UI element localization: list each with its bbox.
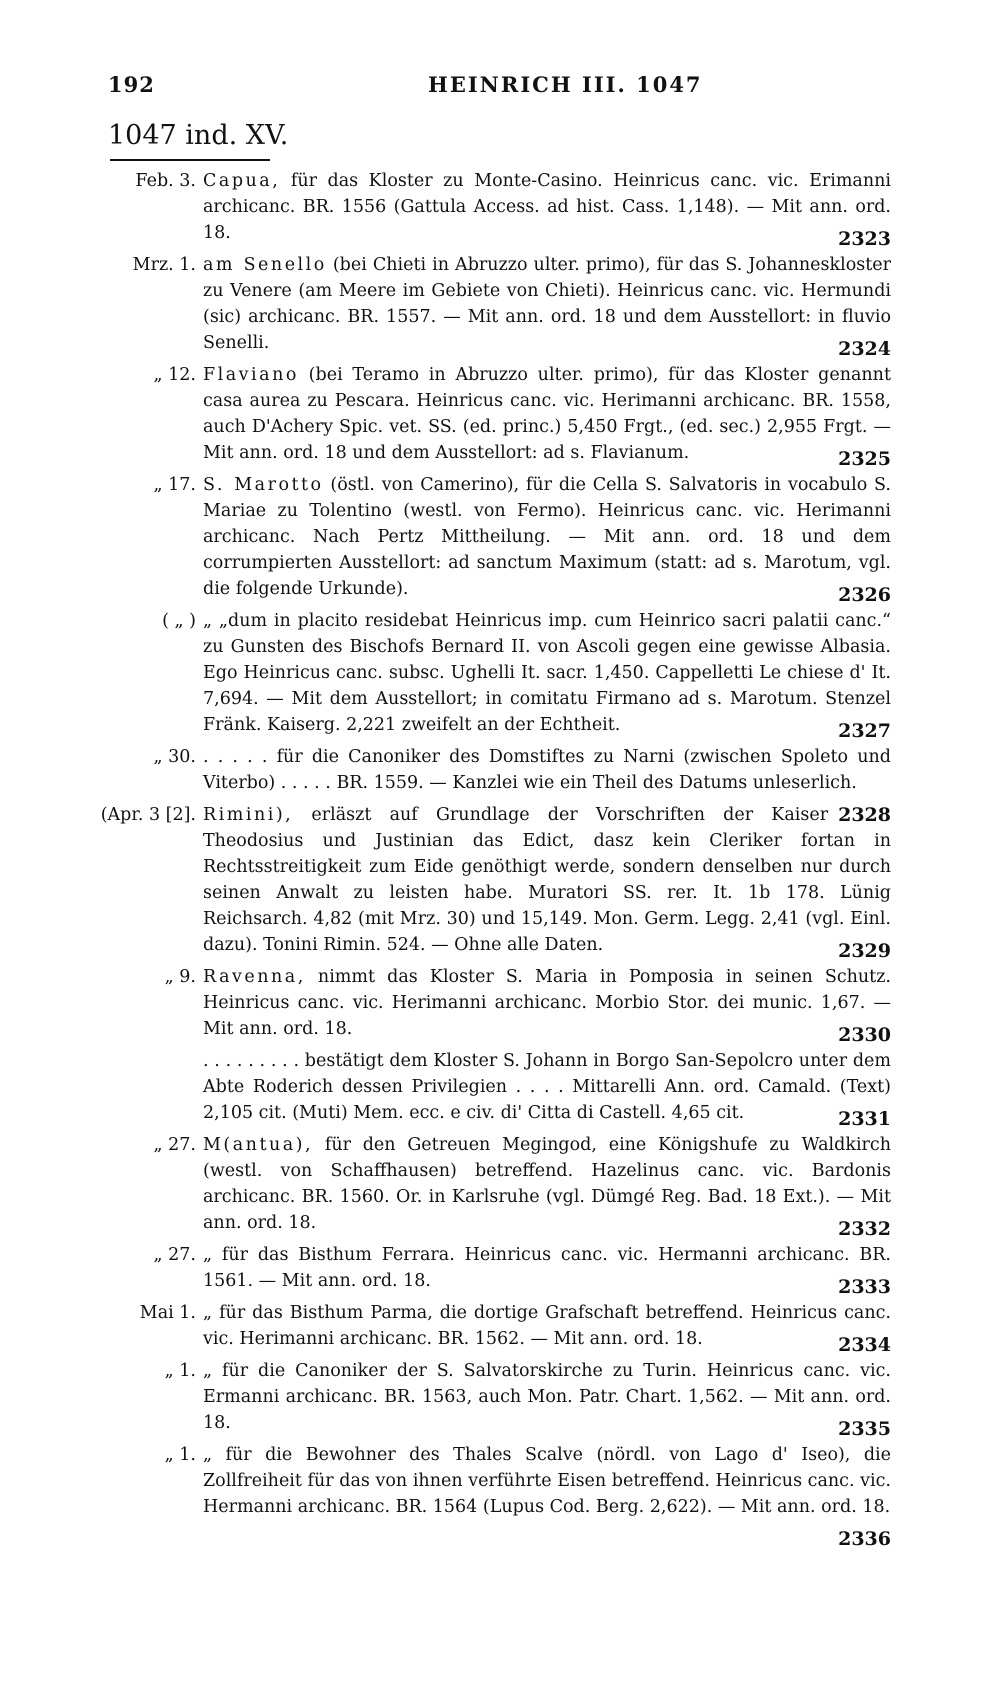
entry-date: (Apr. 3 [2]. (100, 805, 196, 825)
entry-date: „ 17. (153, 475, 196, 495)
regest-entry (0, 1300, 1000, 1356)
regest-entry (0, 802, 1000, 962)
entry-number: 2329 (838, 940, 891, 962)
entry-place: Ravenna, (203, 967, 306, 987)
regest-entry (0, 608, 1000, 742)
entry-text (203, 1358, 891, 1440)
section-heading: 1047 ind. XV. (108, 120, 289, 151)
entry-text (203, 252, 891, 360)
entry-date: ( „ ) (162, 611, 196, 631)
regest-entry (0, 168, 1000, 250)
entry-date: „ 12. (153, 365, 196, 385)
entry-place: am Senello (203, 255, 327, 275)
entry-place: S. Marotto (203, 475, 324, 495)
entry-body: „ für das Bisthum Parma, die dortige Grafschaft betreffend. Heinricus canc. vic. Herimanni archicanc. BR. 1562. — Mit ann. ord. 18. (203, 1303, 891, 1349)
regest-entries (0, 168, 1000, 1550)
entry-number: 2330 (838, 1024, 891, 1046)
regest-entry (0, 472, 1000, 606)
entry-place: Flaviano (203, 365, 299, 385)
entry-text (203, 802, 891, 962)
entry-number: 2324 (838, 338, 891, 360)
entry-number: 2328 (838, 804, 891, 826)
entry-body: für das Kloster zu Monte-Casino. Heinricus canc. vic. Erimanni archicanc. BR. 1556 (Gattula Access. ad hist. Cass. 1,148). — Mit ann. ord. 18. (203, 171, 891, 243)
entry-text (203, 472, 891, 606)
entry-number: 2333 (838, 1276, 891, 1298)
entry-body: „ für die Bewohner des Thales Scalve (nördl. von Lago d' Iseo), die Zollfreiheit für das von ihnen verführte Eisen betreffend. Heinricus canc. vic. Hermanni archicanc. BR. 1564 (Lupus Cod. Berg. 2,622). — Mit ann. ord. 18. (203, 1445, 891, 1517)
entry-place: Rimini), (203, 805, 294, 825)
regest-entry (0, 1358, 1000, 1440)
entry-number: 2334 (838, 1334, 891, 1356)
entry-date: „ 27. (153, 1245, 196, 1265)
entry-body: . . . . . für die Canoniker des Domstiftes zu Narni (zwischen Spoleto und Viterbo) . . . . . BR. 1559. — Kanzlei wie ein Theil des Datums unleserlich. (203, 747, 891, 793)
regest-entry (0, 1242, 1000, 1298)
entry-body: für den Getreuen Megingod, eine Königshufe zu Waldkirch (westl. von Schaffhausen) betreffend. Hazelinus canc. vic. Bardonis archicanc. BR. 1560. Or. in Karlsruhe (vgl. Dümgé Reg. Bad. 18 Ext.). — Mit ann. ord. 18. (203, 1135, 891, 1233)
entry-body: . . . . . . . . . bestätigt dem Kloster S. Johann in Borgo San-Sepolcro unter dem Abte Roderich dessen Privilegien . . . . Mittarelli Ann. ord. Camald. (Text) 2,105 cit. (Muti) Mem. ecc. e civ. di' Citta di Castell. 4,65 cit. (203, 1051, 891, 1123)
entry-number: 2325 (838, 448, 891, 470)
entry-text (203, 1300, 891, 1356)
regest-entry (0, 964, 1000, 1046)
entry-date: „ 30. (153, 747, 196, 767)
entry-number: 2323 (838, 228, 891, 250)
regest-entry (0, 1442, 1000, 1550)
entry-text (203, 1048, 891, 1130)
entry-body: erläszt auf Grundlage der Vorschriften der Kaiser Theodosius und Justinian das Edict, dasz kein Cleriker fortan in Rechtsstreitigkeit zum Eide genöthigt werde, sondern denselben nur durch seinen Anwalt zu leisten habe. Muratori SS. rer. It. 1b 178. Lünig Reichsarch. 4,82 (mit Mrz. 30) und 15,149. Mon. Germ. Legg. 2,41 (vgl. Einl. dazu). Tonini Rimin. 524. — Ohne alle Daten. (203, 805, 891, 955)
heading-rule (110, 159, 270, 161)
entry-date: „ 1. (164, 1361, 196, 1381)
entry-number: 2326 (838, 584, 891, 606)
regest-entry (0, 1048, 1000, 1130)
page-header (108, 72, 908, 102)
entry-body: „ für die Canoniker der S. Salvatorskirche zu Turin. Heinricus canc. vic. Ermanni archicanc. BR. 1563, auch Mon. Patr. Chart. 1,562. — Mit ann. ord. 18. (203, 1361, 891, 1433)
entry-body: „ für das Bisthum Ferrara. Heinricus canc. vic. Hermanni archicanc. BR. 1561. — Mit ann. ord. 18. (203, 1245, 891, 1291)
entry-date: Mai 1. (139, 1303, 196, 1323)
entry-text (203, 1442, 891, 1550)
entry-date: „ 27. (153, 1135, 196, 1155)
entry-body: (bei Chieti in Abruzzo ulter. primo), für das S. Johanneskloster zu Venere (am Meere im Gebiete von Chieti). Heinricus canc. vic. Hermundi (sic) archicanc. BR. 1557. — Mit ann. ord. 18 und dem Ausstellort: in fluvio Senelli. (203, 255, 891, 353)
entry-text (203, 964, 891, 1046)
entry-text (203, 362, 891, 470)
entry-date: Feb. 3. (135, 171, 196, 191)
entry-body: (bei Teramo in Abruzzo ulter. primo), für das Kloster genannt casa aurea zu Pescara. Heinricus canc. vic. Herimanni archicanc. BR. 1558, auch D'Achery Spic. vet. SS. (ed. princ.) 5,450 Frgt., (ed. sec.) 2,955 Frgt. — Mit ann. ord. 18 und dem Ausstellort: ad s. Flavianum. (203, 365, 891, 463)
entry-number: 2332 (838, 1218, 891, 1240)
entry-body: „ „dum in placito residebat Heinricus imp. cum Heinrico sacri palatii canc.“ zu Gunsten des Bischofs Bernard II. von Ascoli gegen eine gewisse Albasia. Ego Heinricus canc. subsc. Ughelli It. sacr. 1,450. Cappelletti Le chiese d' It. 7,694. — Mit dem Ausstellort; in comitatu Firmano ad s. Marotum. Stenzel Fränk. Kaiserg. 2,221 zweifelt an der Echtheit. (203, 611, 891, 735)
entry-text (203, 1132, 891, 1240)
regest-entry (0, 1132, 1000, 1240)
entry-place: M(antua), (203, 1135, 314, 1155)
entry-number: 2336 (838, 1528, 891, 1550)
running-title: HEINRICH III. 1047 (428, 72, 703, 97)
page-number: 192 (108, 72, 155, 97)
entry-body: (östl. von Camerino), für die Cella S. Salvatoris in vocabulo S. Mariae zu Tolentino (westl. von Fermo). Heinricus canc. vic. Herimanni archicanc. Nach Pertz Mittheilung. — Mit ann. ord. 18 und dem corrumpierten Ausstellort: ad sanctum Maximum (statt: ad s. Marotum, vgl. die folgende Urkunde). (203, 475, 891, 599)
regest-entry (0, 362, 1000, 470)
entry-text (203, 1242, 891, 1298)
regest-entry (0, 252, 1000, 360)
entry-place: Capua, (203, 171, 281, 191)
entry-number: 2335 (838, 1418, 891, 1440)
entry-date: Mrz. 1. (132, 255, 196, 275)
entry-number: 2327 (838, 720, 891, 742)
entry-text (203, 168, 891, 250)
entry-date: „ 1. (164, 1445, 196, 1465)
entry-text (203, 608, 891, 742)
entry-body: nimmt das Kloster S. Maria in Pomposia in seinen Schutz. Heinricus canc. vic. Herimanni archicanc. Morbio Stor. dei munic. 1,67. — Mit ann. ord. 18. (203, 967, 891, 1039)
entry-date: „ 9. (164, 967, 196, 987)
entry-number: 2331 (838, 1108, 891, 1130)
